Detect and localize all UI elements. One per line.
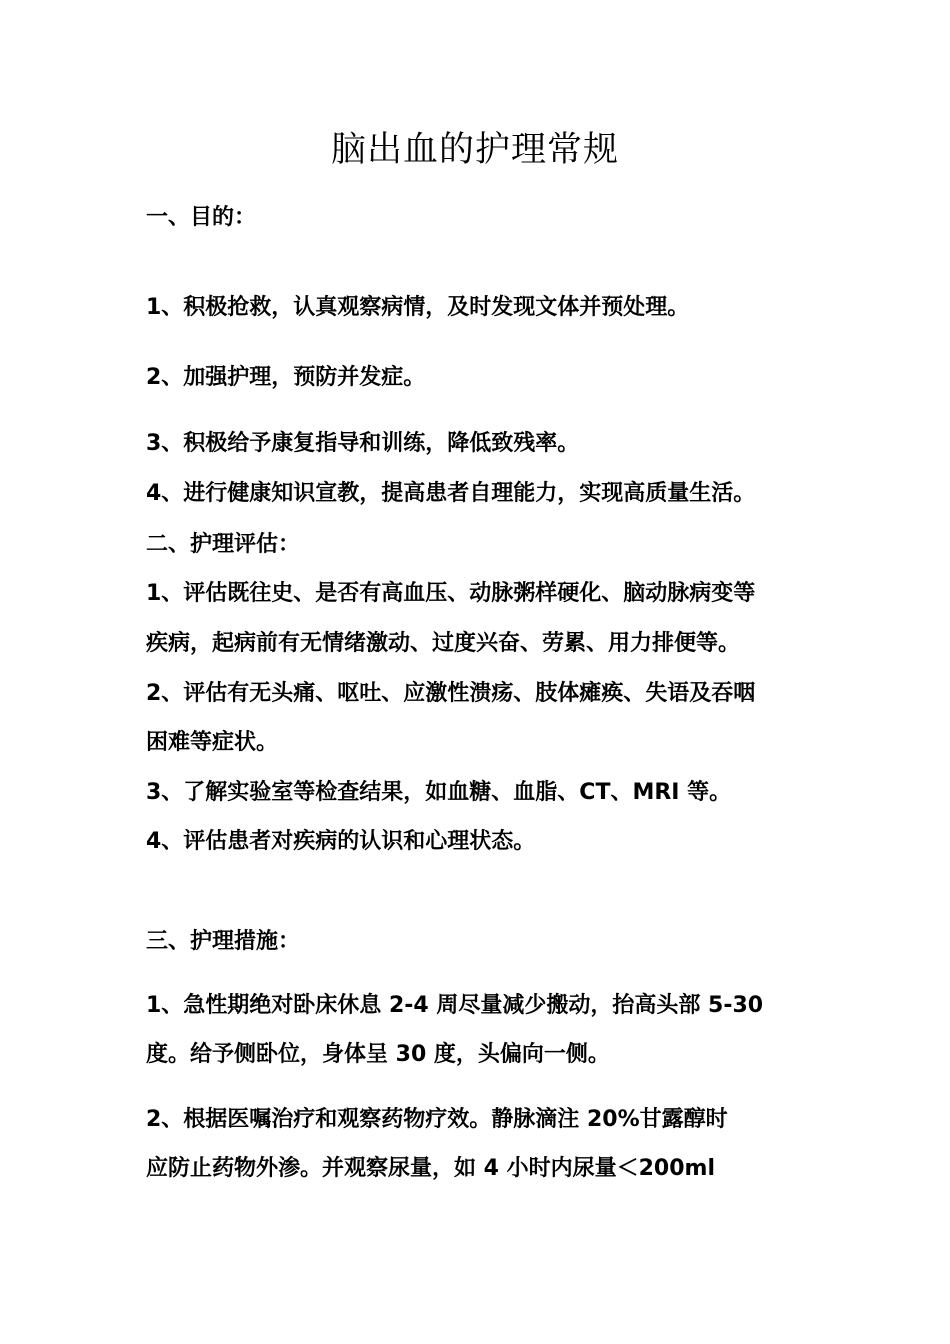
purpose-item-3: 3、积极给予康复指导和训练，降低致残率。	[146, 431, 580, 456]
assessment-item-1-line-1: 1、评估既往史、是否有高血压、动脉粥样硬化、脑动脉病变等	[146, 581, 756, 606]
section-heading-measures: 三、护理措施：	[146, 929, 301, 954]
measures-item-2-line-1: 2、根据医嘱治疗和观察药物疗效。静脉滴注 20%甘露醇时	[146, 1107, 728, 1132]
purpose-item-4: 4、进行健康知识宣教，提高患者自理能力，实现高质量生活。	[146, 481, 756, 506]
assessment-item-2-line-2: 困难等症状。	[146, 730, 279, 755]
measures-item-2-line-2: 应防止药物外渗。并观察尿量，如 4 小时内尿量＜200ml	[146, 1156, 716, 1181]
document-title: 脑出血的护理常规	[330, 130, 619, 170]
assessment-item-4: 4、评估患者对疾病的认识和心理状态。	[146, 829, 536, 854]
section-heading-purpose: 一、目的：	[146, 205, 257, 230]
measures-item-1-line-2: 度。给予侧卧位，身体呈 30 度，头偏向一侧。	[146, 1042, 610, 1067]
assessment-item-2-line-1: 2、评估有无头痛、呕吐、应激性溃疡、肢体瘫痪、失语及吞咽	[146, 681, 756, 706]
section-heading-assessment: 二、护理评估：	[146, 532, 301, 557]
purpose-item-1: 1、积极抢救，认真观察病情，及时发现文体并预处理。	[146, 295, 690, 320]
assessment-item-3: 3、了解实验室等检查结果，如血糖、血脂、CT、MRI 等。	[146, 780, 732, 805]
assessment-item-1-line-2: 疾病，起病前有无情绪激动、过度兴奋、劳累、用力排便等。	[146, 631, 741, 656]
purpose-item-2: 2、加强护理，预防并发症。	[146, 365, 426, 390]
measures-item-1-line-1: 1、急性期绝对卧床休息 2-4 周尽量减少搬动，抬高头部 5-30	[146, 993, 764, 1018]
